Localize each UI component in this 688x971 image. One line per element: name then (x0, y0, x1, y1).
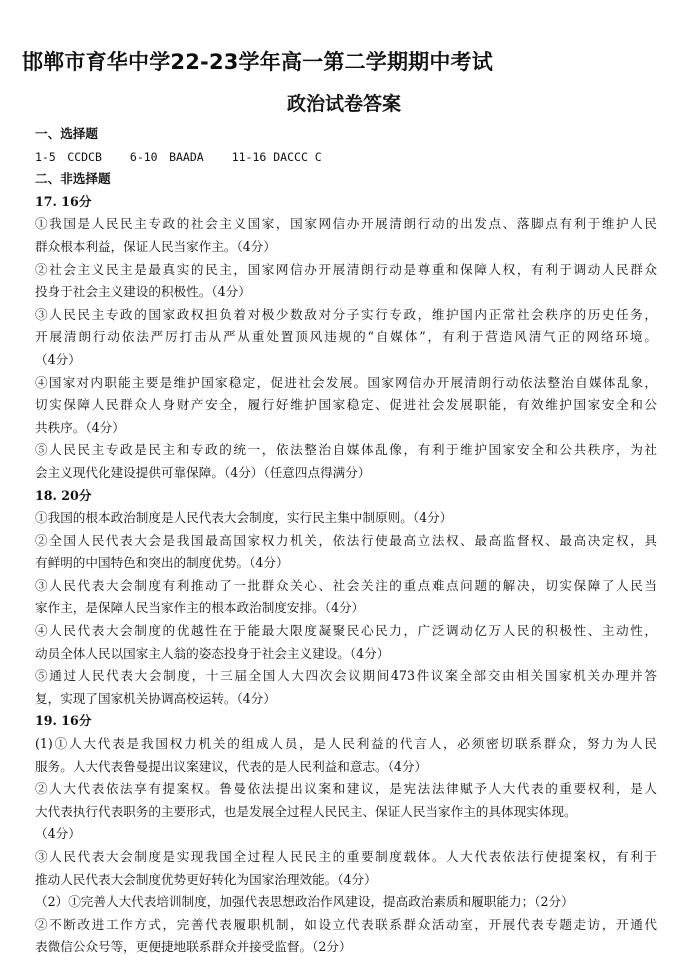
document-subtitle: 政治试卷答案 (286, 93, 401, 115)
answer-line: ②人大代表依法享有提案权。鲁曼依法提出议案和建议，是宪法法律赋予人大代表的重要权利，是人 (35, 781, 657, 797)
answer-line: 开展清朗行动依法严厉打击从严从重处置顶风违规的“自媒体”，有利于营造风清气正的网络环境。 (35, 329, 657, 345)
answer-line: （2）①完善人大代表培训制度，加强代表思想政治作风建设，提高政治素质和履职能力；（2分） (35, 894, 574, 910)
document-title: 邯郸市育华中学22-23学年高一第二学期期中考试 (22, 50, 493, 74)
answer-line: ④国家对内职能主要是维护国家稳定，促进社会发展。国家网信办开展清朗行动依法整治自媒体乱象， (35, 374, 657, 390)
answer-line: ①我国的根本政治制度是人民代表大会制度，实行民主集中制原则。（4分） (35, 510, 453, 526)
choice-answers-1-5: 1-5 CCDCB (35, 149, 102, 164)
answer-line: 会主义现代化建设提供可靠保障。（4分）（任意四点得满分） (35, 464, 371, 480)
answer-line: 切实保障人民群众人身财产安全，履行好维护国家稳定、促进社会发展职能，有效维护国家安全和公 (35, 397, 657, 413)
answer-line: ①我国是人民民主专政的社会主义国家，国家网信办开展清朗行动的出发点、落脚点有利于维护人民 (35, 216, 657, 232)
answer-line: 动员全体人民以国家主人翁的姿态投身于社会主义建设。（4分） (35, 645, 390, 661)
answer-line: ③人民民主专政的国家政权担负着对极少数敌对分子实行专政，维护国内正常社会秩序的历史任务， (35, 306, 657, 322)
answer-line: 共秩序。（4分） (35, 419, 125, 435)
document-body (35, 123, 657, 959)
answer-line: 投身于社会主义建设的积极性。（4分） (35, 284, 251, 300)
question-19-heading: 19. 16分 (35, 713, 92, 729)
answer-line: 群众根本利益，保证人民当家作主。（4分） (35, 238, 276, 254)
answer-line: （4分） (35, 351, 81, 367)
answer-line: ④人民代表大会制度的优越性在于能最大限度凝聚民心民力，广泛调动亿万人民的积极性、主动性， (35, 623, 657, 639)
question-19-answer (35, 733, 657, 959)
answer-line: 表微信公众号等，更便捷地联系群众并接受监督。（2分） (35, 939, 352, 955)
question-17-answer (35, 213, 657, 484)
answer-line: ⑤通过人民代表大会制度，十三届全国人大四次会议期间473件议案全部交由相关国家机关办理并答 (35, 668, 657, 684)
answer-line: 大代表执行代表职务的主要形式，也是发展全过程人民民主、保证人民当家作主的具体现实体现。 (35, 803, 577, 819)
choice-answers (35, 146, 657, 169)
answer-line: ③人民代表大会制度有利推动了一批群众关心、社会关注的重点难点问题的解决，切实保障了人民当 (35, 577, 657, 593)
answer-line: ②全国人民代表大会是我国最高国家权力机关，依法行使最高立法权、最高监督权、最高决定权，具 (35, 532, 657, 548)
answer-line: 复，实现了国家机关协调高校运转。（4分） (35, 690, 276, 706)
section-heading-choice: 一、选择题 (35, 126, 98, 141)
answer-line: (1)①人大代表是我国权力机关的组成人员，是人民利益的代言人，必须密切联系群众，努力为人民 (35, 736, 657, 752)
answer-line: 有鲜明的中国特色和突出的制度优势。（4分） (35, 555, 289, 571)
answer-line: ③人民代表大会制度是实现我国全过程人民民主的重要制度载体。人大代表依法行使提案权，有利于 (35, 849, 657, 864)
answer-line: ②社会主义民主是最真实的民主，国家网信办开展清朗行动是尊重和保障人权，有利于调动人民群众 (35, 261, 657, 277)
answer-line: 服务。人大代表鲁曼提出议案建议，代表的是人民利益和意志。（4分） (35, 758, 428, 774)
question-17-heading: 17. 16分 (35, 193, 92, 209)
choice-answers-11-16: 11-16 DACCC C (231, 149, 322, 164)
answer-line: 家作主，是保障人民当家作主的根本政治制度安排。（4分） (35, 600, 365, 616)
answer-line: ⑤人民民主专政是民主和专政的统一，依法整治自媒体乱像，有利于维护国家安全和公共秩序，为社 (35, 442, 657, 458)
section-heading-nonchoice: 二、非选择题 (35, 171, 111, 187)
choice-answers-6-10: 6-10 BAADA (129, 149, 204, 164)
answer-line: ②不断改进工作方式，完善代表履职机制，如设立代表联系群众活动室，开展代表专题走访，开通代 (35, 916, 657, 932)
question-18-heading: 18. 20分 (35, 487, 92, 503)
answer-line: 推动人民代表大会制度优势更好转化为国家治理效能。（4分） (35, 871, 377, 887)
answer-line: （4分） (35, 826, 81, 842)
question-18-answer (35, 507, 657, 710)
